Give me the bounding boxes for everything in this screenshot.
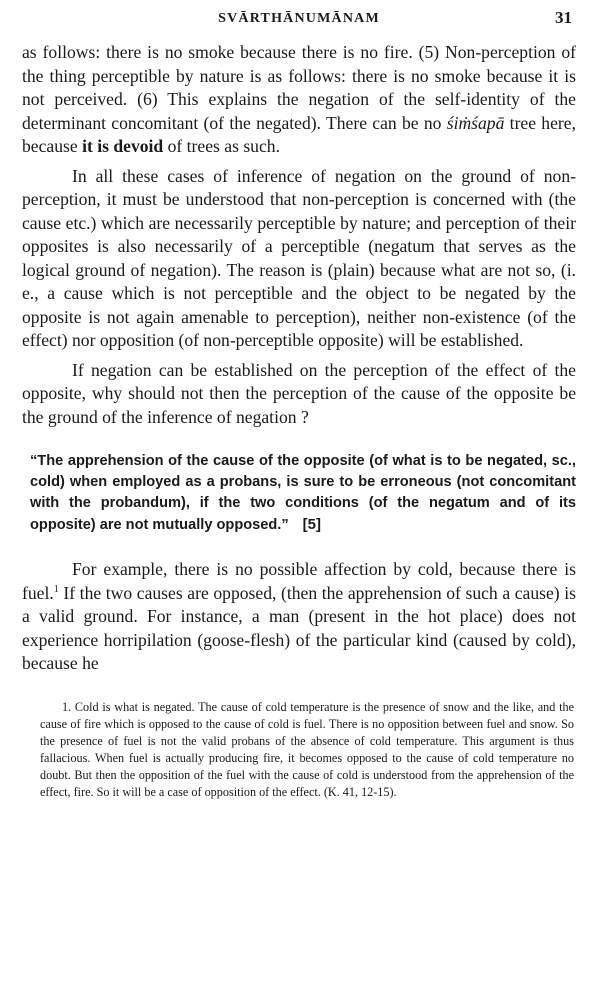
verse-number: [5]	[302, 516, 321, 533]
paragraph-1-text: as follows: there is no smoke because there is no fire. (5) Non-perception of the thing perceptible by nature is as follows: there is no smoke because it is not perceived. (6) This explains the negation of the self-identity of the determinant concomitant (of the negated). There can be no	[22, 42, 576, 133]
footnotes	[40, 699, 574, 801]
paragraph-3: If negation can be established on the perception of the effect of the opposite, why should not then the perception of the cause of the opposite be the ground of the inference of negation ?	[22, 359, 576, 427]
paragraph-1-end: of trees as such.	[163, 136, 280, 156]
paragraph-1-middle: tree here, because	[22, 112, 576, 156]
bold-phrase: it is devoid	[82, 136, 164, 156]
page-header	[22, 0, 576, 40]
running-head: SVĀRTHĀNUMĀNAM	[218, 11, 380, 26]
paragraph-4-text: For example, there is no possible affection by cold, because there is fuel.	[22, 559, 576, 603]
footnote-1: 1. Cold is what is negated. The cause of cold temperature is the presence of snow and the like, and the cause of fire which is opposed to the cause of cold is fuel. There is no opposition between fuel and snow. So the presence of fuel is not the valid probans of the absence of cold temperature. This argument is thus fallacious. When fuel is actually producing fire, it becomes opposed to the cause of cold temperature no doubt. But then the opposition of the fuel with the cause of cold is understood from the apprehension of the effect, fire. So it will be a case of opposition of the effect. (K. 41, 12-15).	[40, 699, 574, 799]
paragraph-1	[22, 41, 576, 159]
verse-quote	[30, 451, 576, 536]
page-number: 31	[555, 8, 572, 27]
italic-term: śiṁśapā	[446, 112, 505, 133]
verse-text: “The apprehension of the cause of the opposite (of what is to be negated, sc., cold) when employed as a probans, is sure to be erroneous (not concomitant with the probandum), if the two conditions (of the negatum and of its opposite) are not mutually opposed.”	[30, 453, 576, 533]
paragraph-4	[22, 558, 576, 676]
footnote-marker[interactable]: 1	[53, 583, 59, 595]
paragraph-4-rest: If the two causes are opposed, (then the apprehension of such a cause) is a valid ground. For instance, a man (present in the hot place) does not experience horripilation (goose-flesh) of the particular kind (caused by cold), because he	[22, 582, 576, 673]
body-text	[22, 41, 576, 676]
paragraph-2: In all these cases of inference of negation on the ground of non-perception, it must be understood that non-perception is concerned with (the cause etc.) which are necessarily perceptible by nature; and perception of their opposites is also necessarily of a perceptible (negatum that serves as the logical ground of negation). The reason is (plain) because what are not so, (i. e., a cause which is not perceptible and the object to be negated by the opposite is not again amenable to perception), neither non-existence (of the effect) nor opposition (of non-perceptible opposite) will be established.	[22, 165, 576, 350]
